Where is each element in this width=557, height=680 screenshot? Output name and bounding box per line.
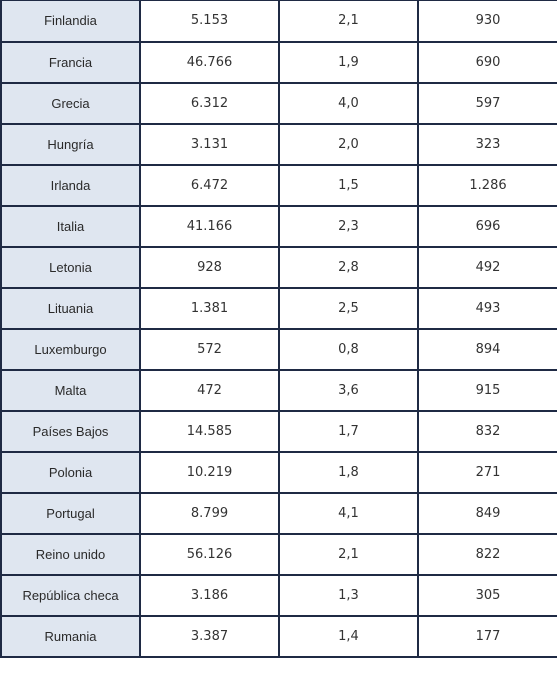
- country-cell: Finlandia: [1, 1, 140, 42]
- value-1-cell: 1.381: [140, 288, 279, 329]
- value-1-cell: 8.799: [140, 493, 279, 534]
- value-2-cell: 2,5: [279, 288, 418, 329]
- value-1-cell: 3.131: [140, 124, 279, 165]
- value-3-cell: 1.286: [418, 165, 557, 206]
- value-3-cell: 177: [418, 616, 557, 657]
- value-1-cell: 5.153: [140, 1, 279, 42]
- value-2-cell: 1,8: [279, 452, 418, 493]
- value-3-cell: 323: [418, 124, 557, 165]
- value-3-cell: 271: [418, 452, 557, 493]
- value-3-cell: 696: [418, 206, 557, 247]
- table-row: [1, 206, 557, 247]
- value-2-cell: 1,5: [279, 165, 418, 206]
- country-cell: Polonia: [1, 452, 140, 493]
- value-1-cell: 928: [140, 247, 279, 288]
- value-2-cell: 1,9: [279, 42, 418, 83]
- table-row: [1, 247, 557, 288]
- table-row: [1, 329, 557, 370]
- country-cell: Irlanda: [1, 165, 140, 206]
- table-row: [1, 616, 557, 657]
- value-2-cell: 0,8: [279, 329, 418, 370]
- value-2-cell: 1,7: [279, 411, 418, 452]
- country-cell: Malta: [1, 370, 140, 411]
- country-cell: Hungría: [1, 124, 140, 165]
- table-row: [1, 370, 557, 411]
- value-1-cell: 56.126: [140, 534, 279, 575]
- value-1-cell: 10.219: [140, 452, 279, 493]
- table-row: [1, 1, 557, 42]
- value-3-cell: 849: [418, 493, 557, 534]
- country-cell: Países Bajos: [1, 411, 140, 452]
- table-row: [1, 42, 557, 83]
- table-row: [1, 288, 557, 329]
- value-2-cell: 3,6: [279, 370, 418, 411]
- country-cell: Portugal: [1, 493, 140, 534]
- value-2-cell: 4,0: [279, 83, 418, 124]
- value-1-cell: 3.387: [140, 616, 279, 657]
- value-3-cell: 822: [418, 534, 557, 575]
- value-2-cell: 2,0: [279, 124, 418, 165]
- value-2-cell: 2,1: [279, 1, 418, 42]
- table-row: [1, 534, 557, 575]
- value-1-cell: 472: [140, 370, 279, 411]
- value-3-cell: 894: [418, 329, 557, 370]
- country-cell: Lituania: [1, 288, 140, 329]
- country-cell: Reino unido: [1, 534, 140, 575]
- country-cell: República checa: [1, 575, 140, 616]
- value-2-cell: 2,1: [279, 534, 418, 575]
- country-cell: Francia: [1, 42, 140, 83]
- value-3-cell: 492: [418, 247, 557, 288]
- value-2-cell: 4,1: [279, 493, 418, 534]
- value-1-cell: 6.472: [140, 165, 279, 206]
- value-3-cell: 493: [418, 288, 557, 329]
- value-1-cell: 6.312: [140, 83, 279, 124]
- value-3-cell: 305: [418, 575, 557, 616]
- value-3-cell: 832: [418, 411, 557, 452]
- table-row: [1, 124, 557, 165]
- value-3-cell: 597: [418, 83, 557, 124]
- value-1-cell: 14.585: [140, 411, 279, 452]
- table-row: [1, 83, 557, 124]
- value-1-cell: 572: [140, 329, 279, 370]
- table-body: [1, 1, 557, 657]
- value-1-cell: 46.766: [140, 42, 279, 83]
- value-2-cell: 1,4: [279, 616, 418, 657]
- value-3-cell: 930: [418, 1, 557, 42]
- country-cell: Italia: [1, 206, 140, 247]
- value-3-cell: 690: [418, 42, 557, 83]
- table-row: [1, 165, 557, 206]
- country-cell: Luxemburgo: [1, 329, 140, 370]
- value-2-cell: 2,3: [279, 206, 418, 247]
- value-3-cell: 915: [418, 370, 557, 411]
- value-1-cell: 3.186: [140, 575, 279, 616]
- value-2-cell: 2,8: [279, 247, 418, 288]
- table-row: [1, 575, 557, 616]
- country-cell: Grecia: [1, 83, 140, 124]
- table-row: [1, 452, 557, 493]
- table-row: [1, 411, 557, 452]
- value-1-cell: 41.166: [140, 206, 279, 247]
- table-row: [1, 493, 557, 534]
- country-cell: Rumania: [1, 616, 140, 657]
- value-2-cell: 1,3: [279, 575, 418, 616]
- country-cell: Letonia: [1, 247, 140, 288]
